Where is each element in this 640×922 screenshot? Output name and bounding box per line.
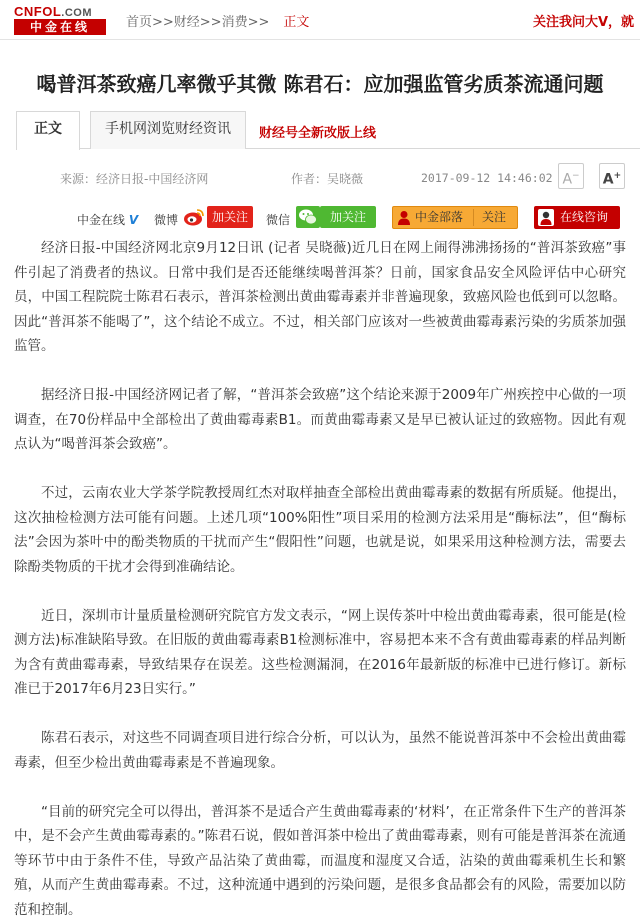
logo-wordmark: CNFOL.COM: [14, 4, 92, 19]
article-tabs: [16, 111, 640, 149]
online-consult-label: 在线咨询: [560, 206, 608, 229]
top-bar: [0, 0, 640, 40]
article-timestamp: 2017-09-12 14:46:02: [421, 171, 553, 185]
site-social-label: 中金在线 V: [77, 211, 138, 237]
online-consult-button[interactable]: [534, 206, 620, 229]
article-author: 作者：吴晓薇: [291, 170, 363, 187]
article-paragraph: 据经济日报-中国经济网记者了解，“普洱茶会致癌”这个结论来源于2009年广州疾控中心做的一项调查，在70份样品中全部检出了黄曲霉毒素B1。而黄曲霉毒素又是早已被认证过的致癌物。因此有观点认为“喝普洱茶会致癌”。: [14, 383, 626, 457]
article-source: 来源：经济日报-中国经济网: [60, 170, 208, 187]
tab-main-text[interactable]: 正文: [16, 111, 80, 150]
person-chat-icon: [538, 209, 554, 226]
tribe-icon: [397, 210, 411, 225]
tribe-follow-button[interactable]: [392, 206, 518, 229]
weibo-follow-button[interactable]: 加关注: [207, 206, 253, 228]
article-paragraph: 陈君石表示，对这些不同调查项目进行综合分析，可以认为，虽然不能说普洱茶中不会检出黄曲霉毒素，但至少检出黄曲霉毒素是不普遍现象。: [14, 726, 626, 775]
breadcrumb-current: 正文: [283, 15, 309, 30]
promo-link[interactable]: 财经号全新改版上线: [259, 122, 376, 141]
breadcrumb-links[interactable]: 首页>>财经>>消费>>: [126, 15, 269, 30]
tab-mobile-browse[interactable]: 手机网浏览财经资讯: [90, 111, 246, 149]
article-paragraph: 经济日报-中国经济网北京9月12日讯 (记者 吴晓薇)近几日在网上闹得沸沸扬扬的“普洱茶致癌”事件引起了消费者的热议。日常中我们是否还能继续喝普洱茶？日前，国家食品安全风险评估中心研究员，中国工程院院士陈君石表示，普洱茶检测出黄曲霉毒素并非普遍现象，致癌风险也低到可以忽略。因此“普洱茶不能喝了”，这个结论不成立。不过，相关部门应该对一些被黄曲霉毒素污染的劣质茶加强监管。: [14, 236, 626, 359]
article-paragraph: 近日，深圳市计量质量检测研究院官方发文表示，“网上误传茶叶中检出黄曲霉毒素，很可能是(检测方法)标准缺陷导致。在旧版的黄曲霉毒素B1检测标准中，容易把本来不含有黄曲霉毒素的样品判断为含有黄曲霉毒素，导致结果存在误差。这些检测漏洞，在2016年最新版的标准中已进行修订。新标准已于2017年6月23日实行。”: [14, 604, 626, 702]
verified-v-icon: V: [129, 213, 138, 227]
site-logo[interactable]: [14, 4, 110, 36]
article-body: [14, 236, 626, 922]
weibo-label: 微博: [154, 211, 178, 237]
weixin-follow-button[interactable]: 加关注: [320, 206, 376, 228]
tribe-label: 中金部落: [415, 207, 463, 228]
font-increase-button[interactable]: A+: [599, 163, 625, 189]
weibo-icon[interactable]: [183, 207, 205, 227]
article-paragraph: 不过，云南农业大学茶学院教授周红杰对取样抽查全部检出黄曲霉毒素的数据有所质疑。他提出，这次抽检检测方法可能有问题。上述几项“100%阳性”项目采用的检测方法采用是“酶标法”，但“酶标法”会因为茶叶中的酚类物质的干扰而产生“假阳性”问题，也就是说，如果采用这种检测方法，需要去除酚类物质的干扰才会得到准确结论。: [14, 481, 626, 579]
logo-chinese-name: 中金在线: [14, 19, 106, 35]
article-title: 喝普洱茶致癌几率微乎其微 陈君石：应加强监管劣质茶流通问题: [0, 68, 640, 97]
follow-ask-link[interactable]: 关注我问大V，就: [533, 11, 634, 30]
weixin-label: 微信: [266, 211, 290, 237]
breadcrumb: [126, 11, 309, 30]
tribe-follow-label: 关注: [482, 207, 506, 228]
article-paragraph: “目前的研究完全可以得出，普洱茶不是适合产生黄曲霉毒素的‘材料’，在正常条件下生产的普洱茶中，是不会产生黄曲霉毒素的。”陈君石说，假如普洱茶中检出了黄曲霉毒素，则有可能是普洱茶在流通等环节中由于条件不佳，导致产品沾染了黄曲霉，而温度和湿度又合适，沾染的黄曲霉乘机生长和繁殖，从而产生黄曲霉毒素。不过，这种流通中遇到的污染问题，是很多食品都会有的风险，需要加以防范和控制。: [14, 800, 626, 922]
divider: [473, 209, 474, 226]
weixin-icon[interactable]: [296, 206, 320, 228]
font-decrease-button[interactable]: A−: [558, 163, 584, 189]
